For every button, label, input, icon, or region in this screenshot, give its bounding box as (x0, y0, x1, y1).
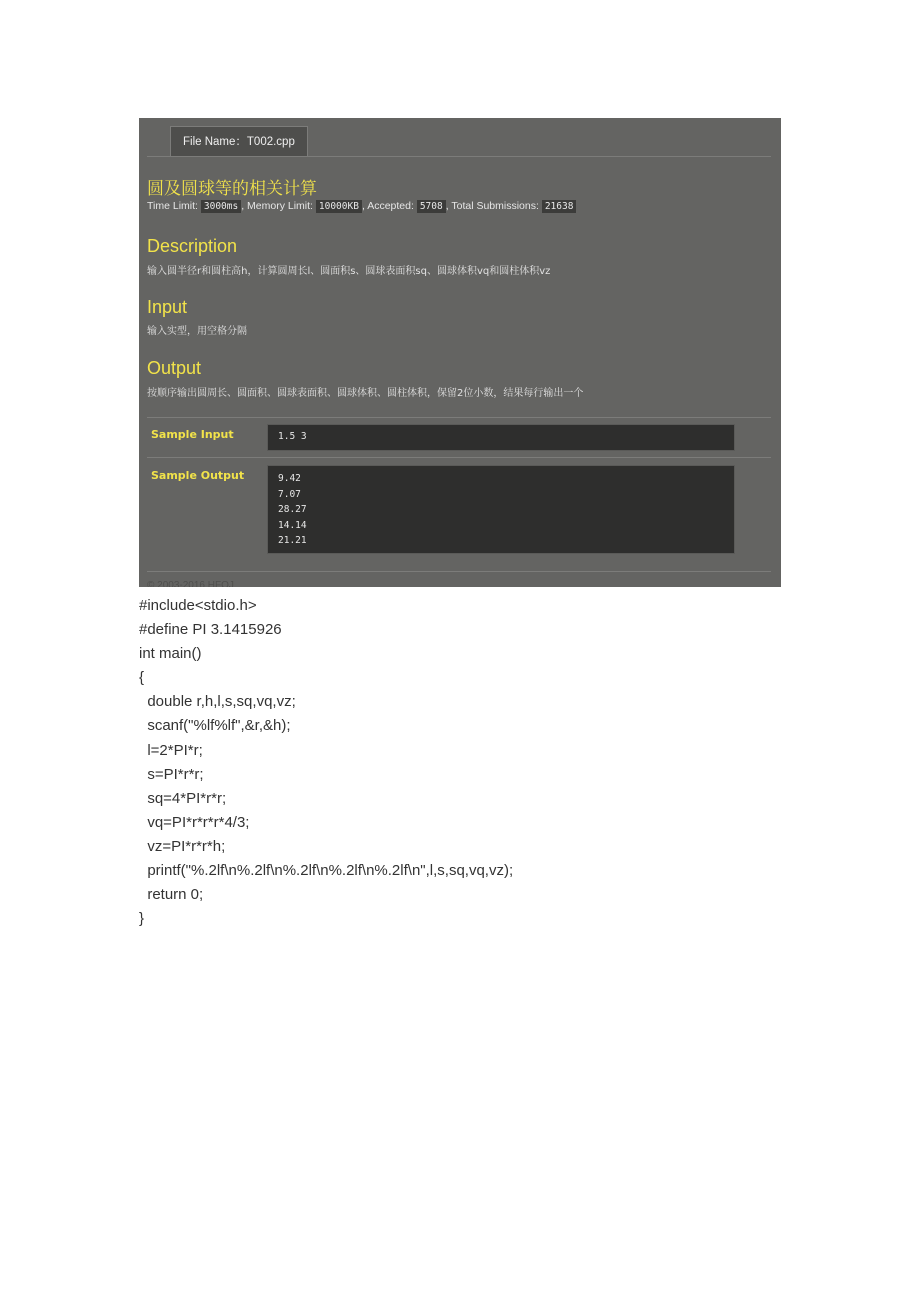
footer-fragment: © 2003-2016 HFOJ (147, 580, 234, 587)
accepted-label: , Accepted: (361, 200, 417, 212)
sample-input-box (267, 424, 735, 451)
code-line: scanf("%lf%lf",&r,&h); (139, 717, 291, 735)
code-line: l=2*PI*r; (139, 741, 203, 759)
memory-limit-value: 10000KB (316, 200, 362, 213)
code-line: #include<stdio.h> (139, 597, 257, 614)
footer-divider (147, 571, 771, 572)
sample-input-label: Sample Input (151, 428, 234, 441)
sample-divider (147, 457, 771, 458)
sample-input-line: 1.5 3 (278, 431, 307, 442)
problem-limits (147, 200, 576, 213)
sample-output-line: 7.07 (278, 488, 301, 500)
source-code (139, 594, 513, 931)
sample-output-line: 28.27 (278, 504, 307, 515)
description-heading: Description (147, 236, 238, 256)
problem-title: 圆及圆球等的相关计算 (147, 179, 317, 199)
code-line: } (139, 910, 145, 928)
total-submissions-value: 21638 (542, 200, 577, 213)
output-heading: Output (147, 358, 202, 378)
sample-output-line: 21.21 (278, 535, 307, 546)
accepted-value: 5708 (417, 200, 446, 213)
code-line: sq=4*PI*r*r; (139, 789, 227, 807)
output-text: 按顺序输出圆周长、圆面积、圆球表面积、圆球体积、圆柱体积，保留2位小数，结果每行输出一个 (147, 388, 584, 399)
time-limit-label: Time Limit: (147, 200, 201, 212)
total-submissions-label: , Total Submissions: (445, 200, 542, 212)
code-line: s=PI*r*r; (139, 765, 204, 783)
sample-output-box (267, 465, 735, 554)
input-text: 输入实型，用空格分隔 (147, 326, 247, 337)
sample-output-line: 14.14 (278, 519, 307, 531)
file-name-tab[interactable]: File Name：T002.cpp (170, 126, 308, 156)
code-line: return 0; (139, 886, 204, 904)
code-line: #define PI 3.1415926 (139, 621, 282, 639)
code-line: vq=PI*r*r*r*4/3; (139, 813, 250, 831)
code-line: double r,h,l,s,sq,vq,vz; (139, 693, 296, 711)
code-line: int main() (139, 645, 202, 663)
input-heading: Input (147, 297, 188, 317)
code-line: printf("%.2lf\n%.2lf\n%.2lf\n%.2lf\n%.2lf\n",l,s,sq,vq,vz); (139, 862, 514, 880)
memory-limit-label: , Memory Limit: (241, 200, 316, 212)
time-limit-value: 3000ms (201, 200, 241, 213)
sample-output-line: 9.42 (278, 473, 301, 484)
description-text: 输入圆半径r和圆柱高h，计算圆周长l、圆面积s、圆球表面积sq、圆球体积vq和圆柱体积vz (147, 266, 551, 277)
code-line: { (139, 669, 145, 687)
section-divider (147, 417, 771, 418)
problem-screenshot (139, 118, 781, 587)
code-line: vz=PI*r*r*h; (139, 837, 226, 855)
sample-output-label: Sample Output (151, 469, 245, 482)
